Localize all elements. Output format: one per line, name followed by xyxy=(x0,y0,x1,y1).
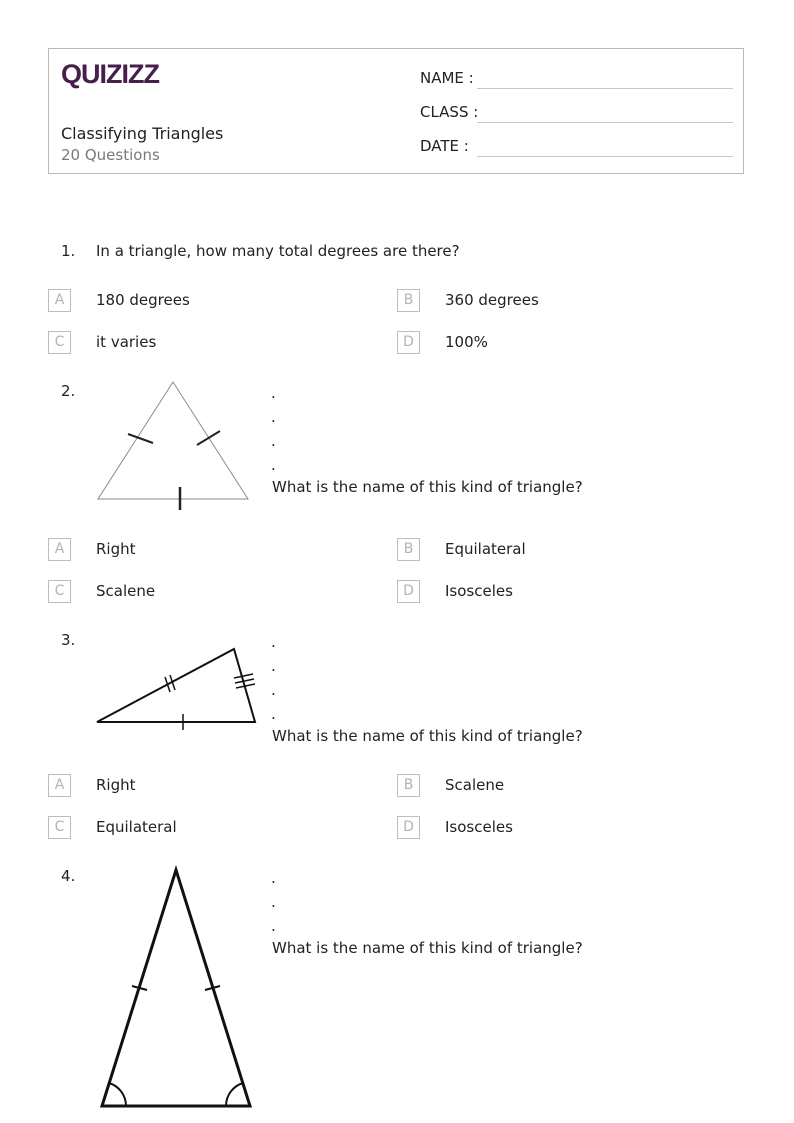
q2-option-c-text: Scalene xyxy=(96,582,156,600)
q2-option-d-text: Isosceles xyxy=(445,582,513,600)
date-field xyxy=(420,137,469,155)
question-3-number: 3. xyxy=(61,631,76,649)
q2-option-a-box[interactable]: A xyxy=(48,538,71,561)
q3-dots: . . . . xyxy=(271,633,276,723)
triangle-outline xyxy=(102,870,250,1106)
name-label: NAME : xyxy=(420,69,474,87)
q3-option-c-text: Equilateral xyxy=(96,818,177,836)
q1-option-c-text: it varies xyxy=(96,333,157,351)
q1-option-b-box[interactable]: B xyxy=(397,289,420,312)
q4-dots: . . . xyxy=(271,869,276,935)
triangle-outline xyxy=(97,649,255,722)
q2-option-b-box[interactable]: B xyxy=(397,538,420,561)
question-1-number: 1. xyxy=(61,242,76,260)
q1-option-d-text: 100% xyxy=(445,333,488,351)
question-4-text: What is the name of this kind of triangle? xyxy=(272,939,583,957)
q3-option-b-text: Scalene xyxy=(445,776,505,794)
name-field xyxy=(420,69,474,87)
q1-option-c-box[interactable]: C xyxy=(48,331,71,354)
q3-option-d-text: Isosceles xyxy=(445,818,513,836)
triangle-outline xyxy=(98,382,248,499)
q1-option-b-text: 360 degrees xyxy=(445,291,539,309)
q3-option-a-box[interactable]: A xyxy=(48,774,71,797)
worksheet-header xyxy=(48,48,744,174)
class-line xyxy=(477,122,733,123)
q1-option-d-box[interactable]: D xyxy=(397,331,420,354)
angle-arc-right xyxy=(226,1083,243,1106)
q1-option-a-box[interactable]: A xyxy=(48,289,71,312)
scalene-triangle-figure xyxy=(94,646,260,734)
worksheet-title: Classifying Triangles xyxy=(61,124,224,143)
q1-option-a-text: 180 degrees xyxy=(96,291,190,309)
q3-option-d-box[interactable]: D xyxy=(397,816,420,839)
angle-arc-left xyxy=(109,1083,126,1106)
q2-dots: . . . . xyxy=(271,384,276,474)
date-label: DATE : xyxy=(420,137,469,155)
quizizz-logo: QUIZIZZ xyxy=(61,59,159,89)
date-line xyxy=(477,156,733,157)
class-field xyxy=(420,103,478,121)
isosceles-triangle-figure xyxy=(98,866,254,1111)
tick-mark-left xyxy=(128,434,153,443)
q3-option-c-box[interactable]: C xyxy=(48,816,71,839)
tick-mark-triple xyxy=(234,674,253,678)
question-2-number: 2. xyxy=(61,382,76,400)
class-label: CLASS : xyxy=(420,103,479,121)
question-count: 20 Questions xyxy=(61,146,160,164)
question-3-text: What is the name of this kind of triangle? xyxy=(272,727,583,745)
q3-option-b-box[interactable]: B xyxy=(397,774,420,797)
tick-mark-right xyxy=(197,431,220,445)
q2-option-c-box[interactable]: C xyxy=(48,580,71,603)
equilateral-triangle-figure xyxy=(96,378,252,514)
question-4-number: 4. xyxy=(61,867,76,885)
name-line xyxy=(477,88,733,89)
q2-option-a-text: Right xyxy=(96,540,136,558)
question-2-text: What is the name of this kind of triangle? xyxy=(272,478,583,496)
question-1-text: In a triangle, how many total degrees are there? xyxy=(96,242,460,260)
q3-option-a-text: Right xyxy=(96,776,136,794)
q2-option-d-box[interactable]: D xyxy=(397,580,420,603)
q2-option-b-text: Equilateral xyxy=(445,540,526,558)
